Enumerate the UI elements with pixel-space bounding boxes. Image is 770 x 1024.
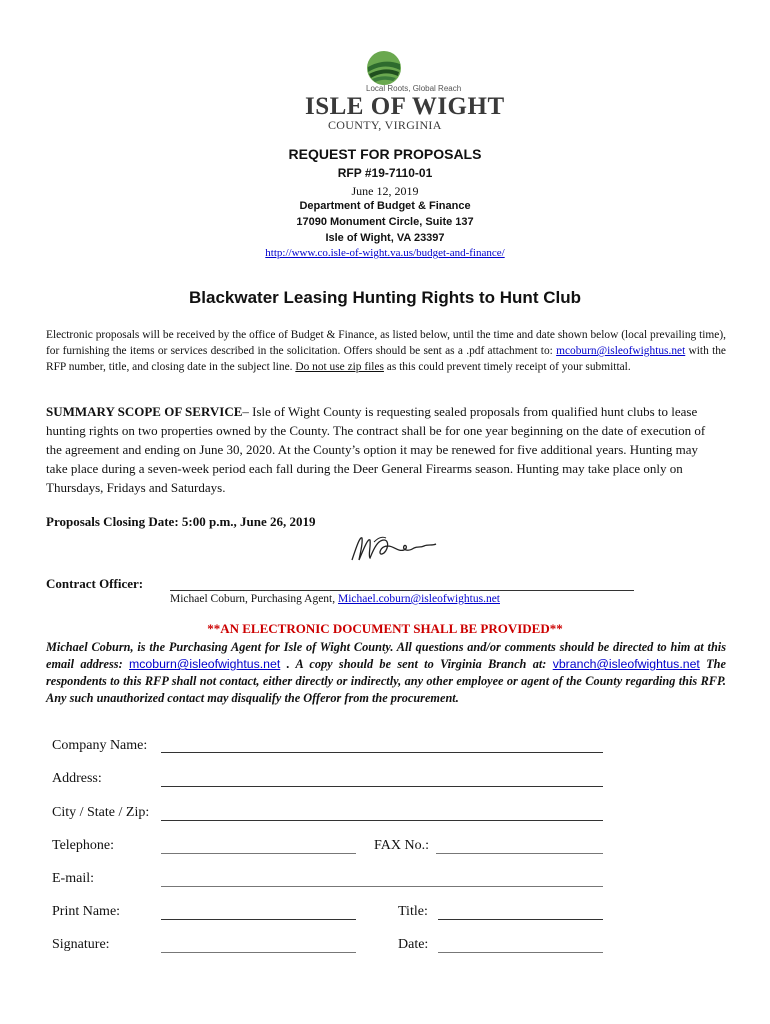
city-state-zip-field[interactable]	[161, 820, 603, 821]
date-label: Date:	[398, 937, 429, 952]
city-state-zip-label: City / State / Zip:	[52, 805, 150, 820]
notice-text-part1: Michael Coburn, is the Purchasing Agent for Isle of Wight County. All questions and/or comments should be directed to him at this email address:	[46, 640, 726, 671]
contract-officer-info	[170, 593, 500, 605]
department-address-line2: Isle of Wight, VA 23397	[325, 232, 445, 244]
no-zip-warning: Do not use zip files	[295, 361, 384, 373]
intro-email-link[interactable]: mcoburn@isleofwightus.net	[556, 345, 686, 357]
print-name-field[interactable]	[161, 919, 356, 920]
rfp-heading: REQUEST FOR PROPOSALS	[288, 146, 482, 162]
closing-date: Proposals Closing Date: 5:00 p.m., June 26, 2019	[46, 514, 316, 529]
contract-officer-email-link[interactable]: Michael.coburn@isleofwightus.net	[338, 593, 500, 605]
project-title: Blackwater Leasing Hunting Rights to Hunt Club	[189, 288, 581, 307]
logo-tagline: Local Roots, Global Reach	[366, 84, 462, 93]
contract-officer-name: Michael Coburn, Purchasing Agent,	[170, 593, 339, 605]
signature-field[interactable]	[161, 952, 356, 953]
company-name-label: Company Name:	[52, 738, 148, 753]
intro-text-part2: with the RFP number, title, and closing date in the subject line.	[46, 345, 726, 373]
contract-officer-label: Contract Officer:	[46, 576, 144, 591]
address-label: Address:	[52, 771, 102, 786]
address-field[interactable]	[161, 786, 603, 787]
contract-officer-signature-line	[170, 590, 634, 591]
title-field[interactable]	[438, 919, 603, 920]
electronic-document-notice: **AN ELECTRONIC DOCUMENT SHALL BE PROVIDED**	[207, 621, 563, 636]
notice-text-part3: The respondents to this RFP shall not contact, either directly or indirectly, any other employee or agent of the County regarding this RFP. Any such unauthorized contact may disqualify the Offeror from the procurement.	[46, 657, 726, 705]
officer-signature	[348, 530, 440, 566]
notice-email-link-coburn[interactable]: mcoburn@isleofwightus.net	[129, 657, 281, 671]
county-logo-icon	[366, 50, 402, 86]
notice-email-link-branch[interactable]: vbranch@isleofwightus.net	[552, 657, 700, 671]
intro-paragraph	[46, 327, 726, 375]
county-logo	[300, 48, 505, 134]
company-name-field[interactable]	[161, 752, 603, 753]
email-label: E-mail:	[52, 871, 94, 886]
notice-paragraph	[46, 639, 726, 707]
scope-heading: SUMMARY SCOPE OF SERVICE	[46, 404, 243, 419]
department-address-line1: 17090 Monument Circle, Suite 137	[296, 216, 474, 228]
logo-name: ISLE OF WIGHT	[305, 93, 505, 120]
telephone-field[interactable]	[161, 853, 356, 854]
title-label: Title:	[398, 904, 428, 919]
scope-paragraph	[46, 402, 718, 497]
rfp-number: RFP #19-7110-01	[337, 166, 433, 180]
signature-label: Signature:	[52, 937, 110, 952]
notice-text-part2: . A copy should be sent to Virginia Branch at:	[280, 657, 553, 671]
email-field[interactable]	[161, 886, 603, 887]
intro-text-part1: Electronic proposals will be received by the office of Budget & Finance, as listed below, until the time and date shown below (local prevailing time), for furnishing the items or services described in the solicitation. Offers should be sent as a .pdf attachment to:	[46, 329, 726, 357]
department-name: Department of Budget & Finance	[299, 200, 471, 212]
telephone-label: Telephone:	[52, 838, 114, 853]
department-website-link[interactable]: http://www.co.isle-of-wight.va.us/budget-and-finance/	[265, 247, 505, 259]
logo-subtitle: COUNTY, VIRGINIA	[328, 118, 442, 132]
scope-text: – Isle of Wight County is requesting sealed proposals from qualified hunt clubs to lease hunting rights on two properties owned by the County. The contract shall be for one year beginning on the date of execution of the agreement and ending on June 30, 2020. At the County’s option it may be renewed for five additional years. Hunting may take place during a seven-week period each fall during the Deer General Firearms season. Hunting may take place only on Thursdays, Fridays and Saturdays.	[46, 404, 706, 495]
date-field[interactable]	[438, 952, 603, 953]
fax-field[interactable]	[436, 853, 603, 854]
rfp-date: June 12, 2019	[351, 184, 419, 198]
fax-label: FAX No.:	[374, 838, 429, 853]
print-name-label: Print Name:	[52, 904, 121, 919]
intro-text-part3: as this could prevent timely receipt of your submittal.	[383, 361, 631, 373]
